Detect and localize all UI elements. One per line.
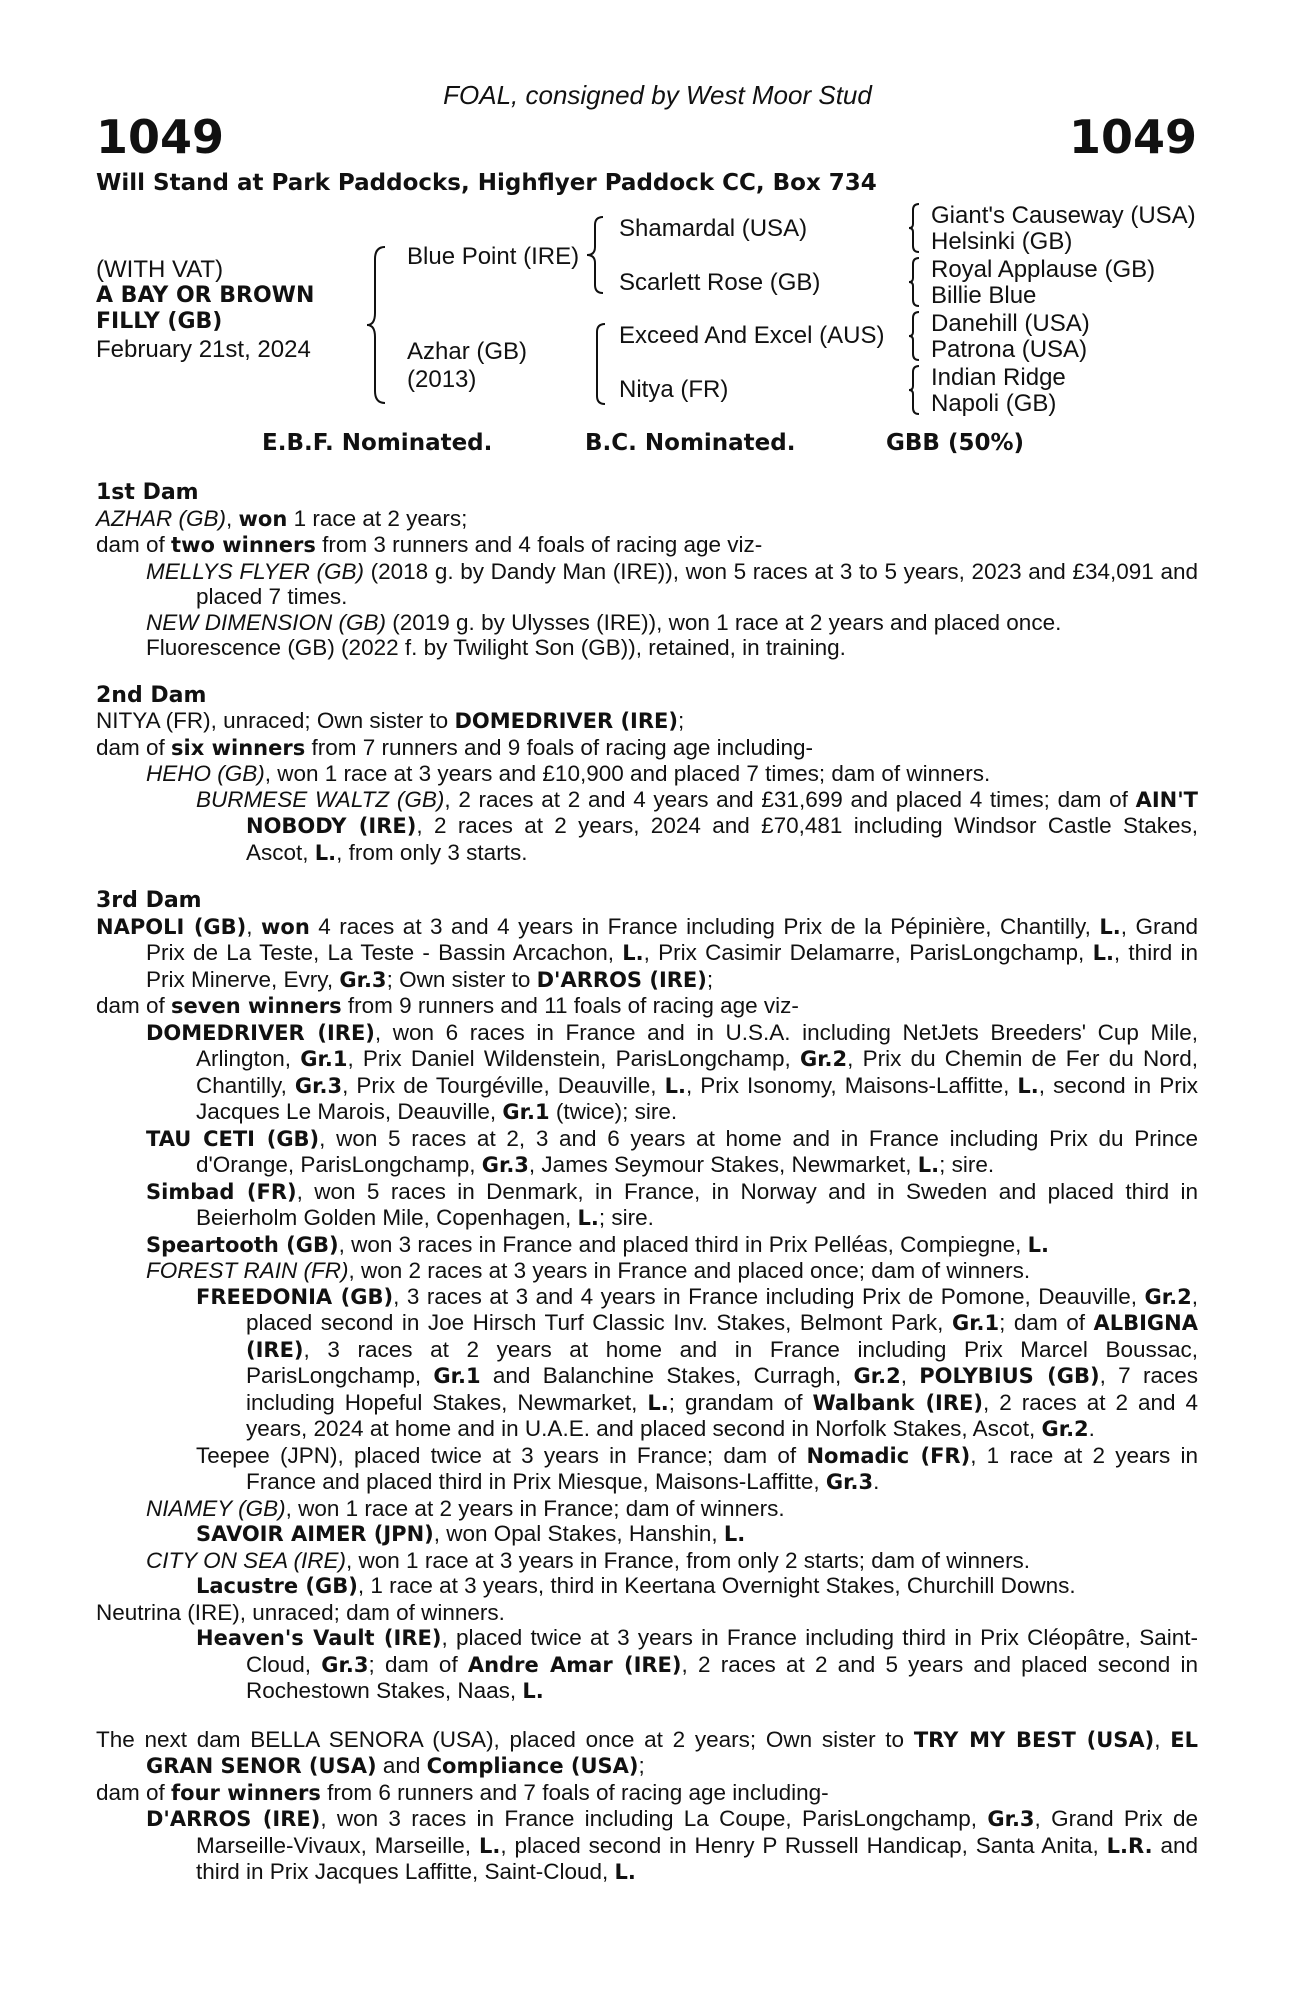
dam-name: Azhar (GB) bbox=[407, 338, 528, 365]
produce-entry: D'ARROS (IRE), won 3 races in France including La Coupe, ParisLongchamp, Gr.3, Grand Prix de Marseille-Vivaux, Marseille, L., placed second in Henry P Russell Handicap, Santa Anita, L.R. and third in Prix Jacques Laffitte, Saint-Cloud, L. bbox=[146, 1806, 1198, 1884]
produce-entry: Simbad (FR), won 5 races in Denmark, in France, in Norway and in Sweden and placed third in Beierholm Golden Mile, Copenhagen, L.; sire. bbox=[146, 1178, 1198, 1230]
produce-entry: NEW DIMENSION (GB) (2019 g. by Ulysses (IRE)), won 1 race at 2 years and placed once. bbox=[146, 609, 1062, 635]
bc-nomination: B.C. Nominated. bbox=[585, 430, 796, 456]
ds-sire: Danehill (USA) bbox=[931, 310, 1090, 337]
produce-entry: Fluorescence (GB) (2022 f. by Twilight Son (GB)), retained, in training. bbox=[146, 635, 846, 660]
sd-dam: Billie Blue bbox=[931, 282, 1037, 309]
produce-entry: Neutrina (IRE), unraced; dam of winners. bbox=[96, 1599, 505, 1625]
dam-year: (2013) bbox=[407, 366, 477, 393]
second-dam-record: NITYA (FR), unraced; Own sister to DOMEDRIVER (IRE); bbox=[96, 708, 685, 733]
produce-entry: SAVOIR AIMER (JPN), won Opal Stakes, Hanshin, L. bbox=[196, 1521, 746, 1546]
dd-brace bbox=[907, 364, 921, 416]
produce-entry: BURMESE WALTZ (GB), 2 races at 2 and 4 years and £31,699 and placed 4 times; dam of AIN'T NOBODY (IRE), 2 races at 2 years, 2024 and £70,481 including Windsor Castle Stakes, Ascot, L., from only 3 starts. bbox=[196, 786, 1199, 865]
produce-entry: TAU CETI (GB), won 5 races at 2, 3 and 6 years at home and in France including Prix du Prince d'Orange, ParisLongchamp, Gr.3, James Seymour Stakes, Newmarket, L.; sire. bbox=[146, 1125, 1198, 1177]
produce-entry: Heaven's Vault (IRE), placed twice at 3 years in France including third in Prix Cléopâtre, Saint-Cloud, Gr.3; dam of Andre Amar (IRE), 2 races at 2 and 5 years and placed second in Rochestown Stakes, Naas, L. bbox=[196, 1625, 1198, 1703]
ss-dam: Helsinki (GB) bbox=[931, 228, 1073, 255]
lot-number-left: 1049 bbox=[96, 110, 225, 164]
produce-entry: MELLYS FLYER (GB) (2018 g. by Dandy Man (IRE)), won 5 races at 3 to 5 years, 2023 and £34,091 and placed 7 times. bbox=[146, 558, 1198, 609]
gbb-rating: GBB (50%) bbox=[886, 430, 1025, 456]
sd-sire: Royal Applause (GB) bbox=[931, 256, 1156, 283]
produce-entry: Lacustre (GB), 1 race at 3 years, third in Keertana Overnight Stakes, Churchill Downs. bbox=[196, 1573, 1076, 1598]
ds-dam: Patrona (USA) bbox=[931, 336, 1088, 363]
foaling-date: February 21st, 2024 bbox=[96, 336, 311, 363]
subject-sex: FILLY (GB) bbox=[96, 309, 223, 334]
ebf-nomination: E.B.F. Nominated. bbox=[262, 430, 493, 456]
consignor-line: FOAL, consigned by West Moor Stud bbox=[443, 80, 872, 110]
third-dam-record: NAPOLI (GB), won 4 races at 3 and 4 years in France including Prix de la Pépinière, Chantilly, L., Grand Prix de La Teste, La Teste - Bassin Arcachon, L., Prix Casimir Delamarre, ParisLongchamp, L., third in Prix Minerve, Evry, Gr.3; Own sister to D'ARROS (IRE); bbox=[96, 913, 1198, 992]
produce-entry: Teepee (JPN), placed twice at 3 years in France; dam of Nomadic (FR), 1 race at 2 years in France and placed third in Prix Miesque, Maisons-Laffitte, Gr.3. bbox=[196, 1442, 1198, 1494]
ds-brace bbox=[907, 310, 921, 362]
first-dam-produce-summary: dam of two winners from 3 runners and 4 foals of racing age viz- bbox=[96, 532, 763, 557]
produce-entry: DOMEDRIVER (IRE), won 6 races in France and in U.S.A. including NetJets Breeders' Cup Mile, Arlington, Gr.1, Prix Daniel Wildenstein, ParisLongchamp, Gr.2, Prix du Chemin de Fer du Nord, Chantilly, Gr.3, Prix de Tourgéville, Deauville, L., Prix Isonomy, Maisons-Laffitte, L., second in Prix Jacques Le Marois, Deauville, Gr.1 (twice); sire. bbox=[146, 1019, 1198, 1124]
sire-brace bbox=[585, 215, 607, 295]
sire-name: Blue Point (IRE) bbox=[407, 243, 580, 270]
subject-brace bbox=[365, 245, 389, 405]
produce-entry: FOREST RAIN (FR), won 2 races at 3 years in France and placed once; dam of winners. bbox=[146, 1258, 1031, 1283]
dam-dam: Nitya (FR) bbox=[619, 376, 729, 403]
produce-entry: Speartooth (GB), won 3 races in France and placed third in Prix Pelléas, Compiegne, L. bbox=[146, 1231, 1050, 1257]
next-dam-produce-summary: dam of four winners from 6 runners and 7 foals of racing age including- bbox=[96, 1779, 829, 1805]
produce-entry: NIAMEY (GB), won 1 race at 2 years in France; dam of winners. bbox=[146, 1495, 785, 1521]
first-dam-record: AZHAR (GB), won 1 race at 2 years; bbox=[96, 505, 468, 531]
dam-brace bbox=[595, 322, 607, 406]
second-dam-produce-summary: dam of six winners from 7 runners and 9 foals of racing age including- bbox=[96, 734, 813, 760]
dd-sire: Indian Ridge bbox=[931, 364, 1066, 391]
vat-note: (WITH VAT) bbox=[96, 256, 224, 283]
third-dam-heading: 3rd Dam bbox=[96, 888, 202, 913]
dd-dam: Napoli (GB) bbox=[931, 390, 1057, 417]
first-dam-heading: 1st Dam bbox=[96, 480, 199, 505]
dam-sire: Exceed And Excel (AUS) bbox=[619, 322, 885, 349]
subject-description: A BAY OR BROWN bbox=[96, 283, 315, 308]
ss-sire: Giant's Causeway (USA) bbox=[931, 202, 1196, 229]
sire-sire: Shamardal (USA) bbox=[619, 215, 808, 242]
sire-dam: Scarlett Rose (GB) bbox=[619, 269, 821, 296]
third-dam-produce-summary: dam of seven winners from 9 runners and 11 foals of racing age viz- bbox=[96, 993, 799, 1018]
produce-record bbox=[96, 480, 1198, 1886]
sd-brace bbox=[907, 256, 921, 308]
produce-entry: FREEDONIA (GB), 3 races at 3 and 4 years in France including Prix de Pomone, Deauville, Gr.2, placed second in Joe Hirsch Turf Classic Inv. Stakes, Belmont Park, Gr.1; dam of ALBIGNA (IRE), 3 races at 2 years at home and in France including Prix Marcel Boussac, ParisLongchamp, Gr.1 and Balanchine Stakes, Curragh, Gr.2, POLYBIUS (GB), 7 races including Hopeful Stakes, Newmarket, L.; grandam of Walbank (IRE), 2 races at 2 and 4 years, 2024 at home and in U.A.E. and placed second in Norfolk Stakes, Ascot, Gr.2. bbox=[196, 1283, 1199, 1441]
ss-brace bbox=[907, 202, 921, 254]
stable-location: Will Stand at Park Paddocks, Highflyer Paddock CC, Box 734 bbox=[96, 170, 877, 196]
produce-entry: CITY ON SEA (IRE), won 1 race at 3 years in France, from only 2 starts; dam of winners. bbox=[146, 1547, 1031, 1573]
lot-number-right: 1049 bbox=[1068, 110, 1197, 164]
produce-entry: HEHO (GB), won 1 race at 3 years and £10,900 and placed 7 times; dam of winners. bbox=[146, 761, 991, 786]
second-dam-heading: 2nd Dam bbox=[96, 682, 207, 708]
next-dam-record: The next dam BELLA SENORA (USA), placed once at 2 years; Own sister to TRY MY BEST (USA), EL GRAN SENOR (USA) and Compliance (USA); bbox=[96, 1726, 1198, 1778]
